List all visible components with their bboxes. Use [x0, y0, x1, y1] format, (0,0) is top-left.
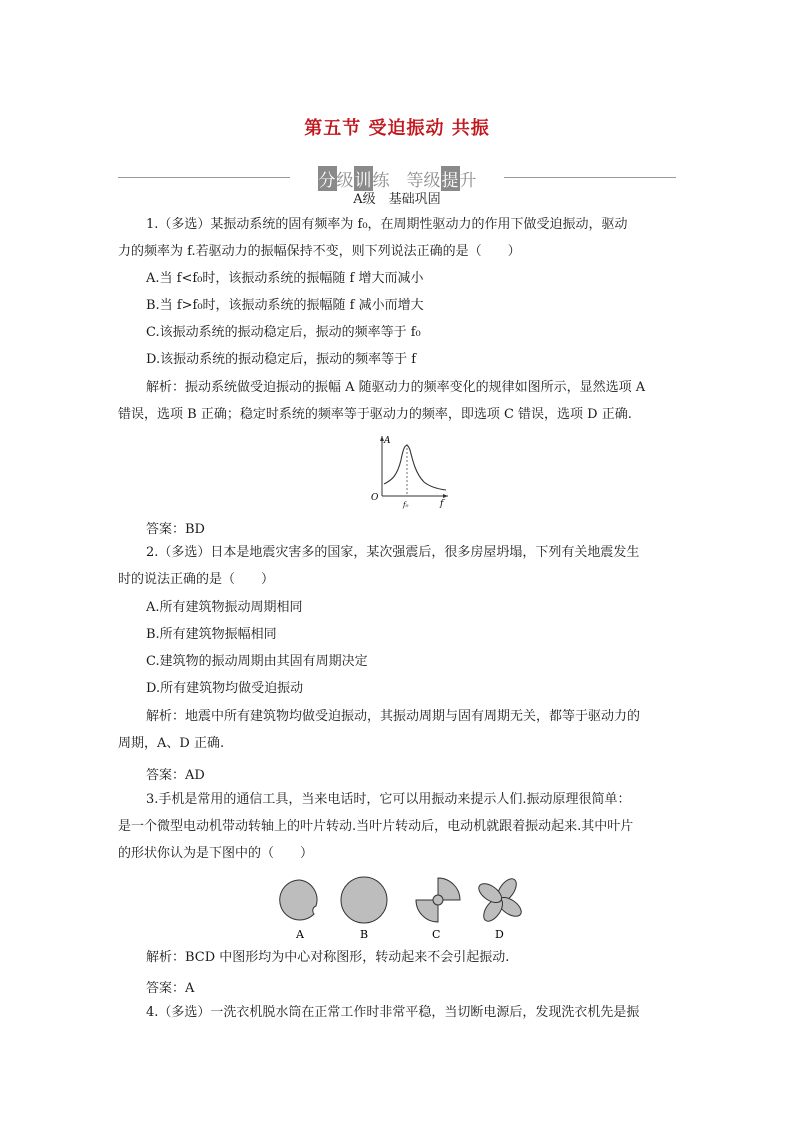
q1-option-b: B.当 f>f₀时，该振动系统的振幅随 f 减小而增大 [146, 298, 424, 313]
q2-stem-line1: 2.（多选）日本是地震灾害多的国家，某次强震后，很多房屋坍塌，下列有关地震发生 [146, 545, 640, 560]
shape-label-a: A [296, 928, 304, 941]
blade-shape-d [476, 876, 525, 925]
shape-label-c: C [432, 928, 441, 941]
blade-shape-b [341, 877, 387, 923]
q2-option-a: A.所有建筑物振动周期相同 [146, 600, 303, 615]
q4-stem-line1: 4.（多选）一洗衣机脱水筒在正常工作时非常平稳，当切断电源后，发现洗衣机先是振 [146, 1005, 640, 1020]
q1-stem-line2: 力的频率为 f.若驱动力的振幅保持不变，则下列说法正确的是（ ） [118, 244, 521, 259]
q2-answer: 答案：AD [146, 768, 205, 783]
chart-origin-label: O [371, 493, 379, 503]
q2-option-d: D.所有建筑物均做受迫振动 [146, 681, 304, 696]
shape-label-d: D [495, 928, 504, 941]
section-banner [118, 166, 676, 191]
resonance-curve [384, 445, 446, 490]
q1-answer: 答案：BD [146, 522, 205, 537]
q1-explanation-line1: 解析：振动系统做受迫振动的振幅 A 随驱动力的频率变化的规律如图所示，显然选项 A [146, 380, 646, 395]
page-title: 第五节 受迫振动 共振 [304, 118, 490, 139]
q2-explanation-line2: 周期，A、D 正确. [118, 736, 225, 751]
banner-text: 分级训练 等级提升 [118, 166, 676, 191]
blade-shapes-figure [272, 870, 528, 942]
q1-option-a: A.当 f<f₀时，该振动系统的振幅随 f 增大而减小 [146, 271, 424, 286]
banner-box-2: 训 [354, 166, 373, 191]
chart-x-arrow [443, 494, 448, 498]
q1-option-c: C.该振动系统的振动稳定后，振动的频率等于 f₀ [146, 325, 421, 340]
q2-option-b: B.所有建筑物振幅相同 [146, 627, 277, 642]
blade-shape-c [416, 878, 460, 922]
shape-label-b: B [360, 928, 369, 941]
q2-option-c: C.建筑物的振动周期由其固有周期决定 [146, 654, 368, 669]
q1-explanation-line2: 错误，选项 B 正确；稳定时系统的频率等于驱动力的频率，即选项 C 错误，选项 D 正确. [118, 407, 632, 422]
chart-x-label: f [440, 499, 444, 509]
q3-explanation: 解析：BCD 中图形均为中心对称图形，转动起来不会引起振动. [146, 950, 510, 965]
q3-stem-line3: 的形状你认为是下图中的（ ） [118, 846, 314, 861]
blade-shape-a [280, 880, 317, 920]
resonance-curve-figure [368, 432, 452, 512]
q3-stem-line1: 3.手机是常用的通信工具，当来电话时，它可以用振动来提示人们.振动原理很简单： [146, 792, 631, 807]
chart-f0-tick-label: f₀ [403, 501, 409, 509]
level-heading: A级 基础巩固 [353, 192, 441, 207]
q1-option-d: D.该振动系统的振动稳定后，振动的频率等于 f [146, 352, 417, 367]
q3-answer: 答案：A [146, 981, 195, 996]
q3-stem-line2: 是一个微型电动机带动转轴上的叶片转动.当叶片转动后，电动机就跟着振动起来.其中叶片 [118, 819, 634, 834]
q1-stem-line1: 1.（多选）某振动系统的固有频率为 f₀，在周期性驱动力的作用下做受迫振动，驱动 [146, 217, 628, 232]
q2-explanation-line1: 解析：地震中所有建筑物均做受迫振动，其振动周期与固有周期无关，都等于驱动力的 [146, 709, 641, 724]
banner-box-1: 分 [318, 166, 337, 191]
banner-box-3: 提 [441, 166, 460, 191]
chart-y-label: A [384, 436, 391, 446]
q2-stem-line2: 时的说法正确的是（ ） [118, 572, 275, 587]
